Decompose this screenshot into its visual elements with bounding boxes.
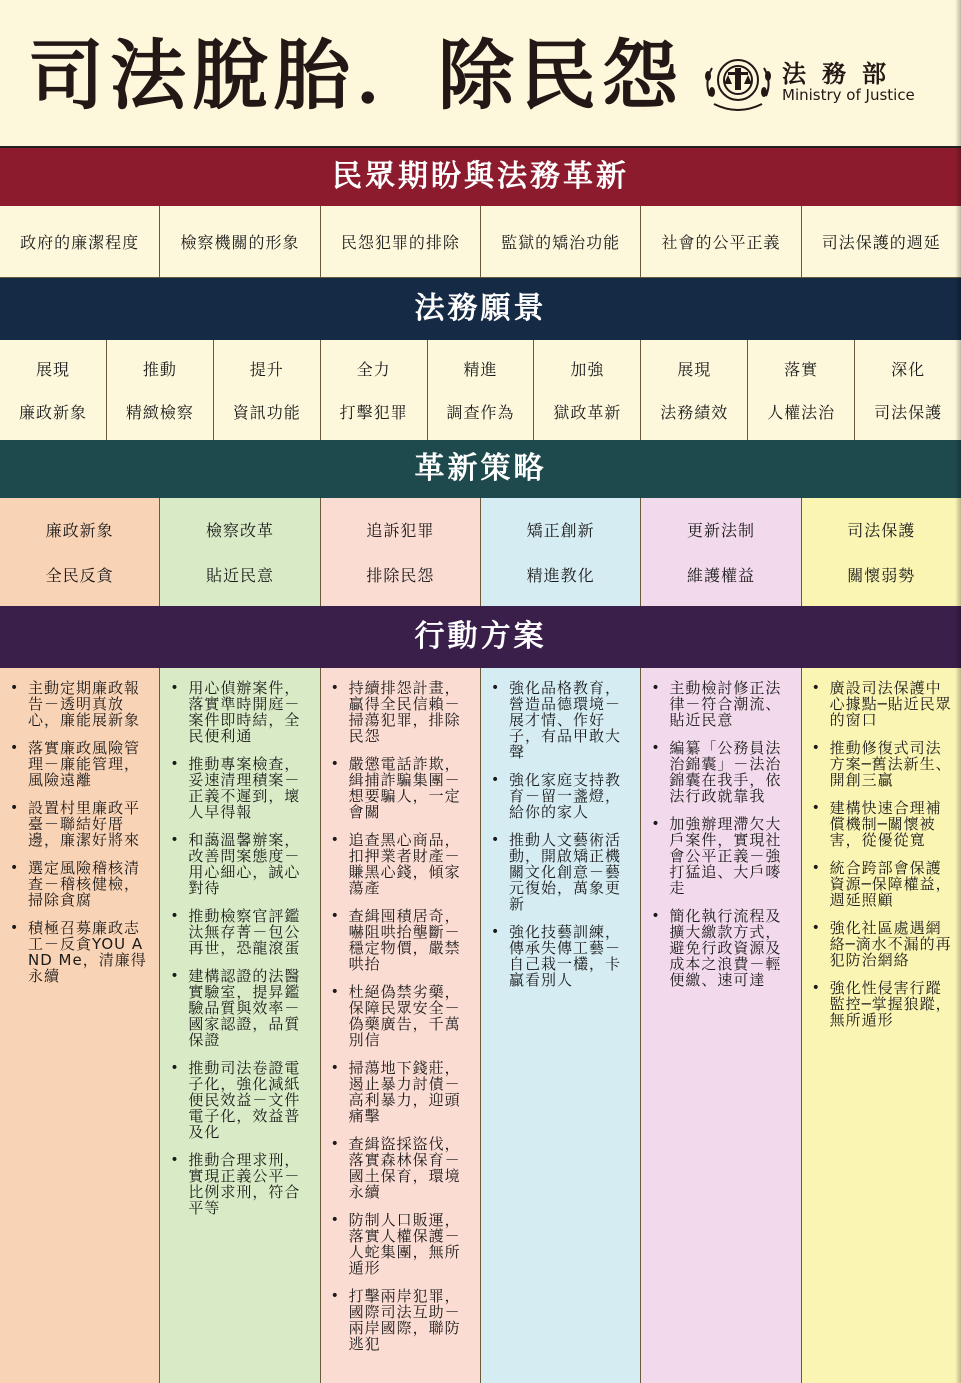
vision-item <box>748 340 855 440</box>
action-item: • 強化社區處遇網絡─滴水不漏的再犯防治網絡 <box>830 920 953 968</box>
action-item: • 推動檢察官評鑑汰無存菁－包公再世，恐龍滾蛋 <box>188 908 311 956</box>
vision-bottom: 精緻檢察 <box>125 403 194 422</box>
vision-top: 全力 <box>356 360 391 379</box>
action-column <box>641 668 801 1383</box>
strategy-bottom: 排除民怨 <box>366 566 435 585</box>
strategy-item <box>802 498 961 606</box>
action-item: • 設置村里廉政平臺－聯結好厝邊，廉潔好將來 <box>28 800 151 848</box>
vision-item <box>321 340 428 440</box>
page-title: 司法脫胎．除民怨 <box>28 31 684 120</box>
section-expectations-heading: 民眾期盼與法務革新 <box>0 148 961 206</box>
action-list <box>489 680 632 988</box>
action-list <box>168 680 311 1216</box>
vision-bottom: 獄政革新 <box>553 403 622 422</box>
action-item: • 強化家庭支持教育－留一盞燈，給你的家人 <box>509 772 632 820</box>
action-item: • 建構快速合理補償機制─關懷被害，從優從寬 <box>830 800 953 848</box>
vision-bottom: 調查作為 <box>446 403 515 422</box>
strategy-item <box>321 498 481 606</box>
vision-top: 推動 <box>142 360 177 379</box>
vision-top: 落實 <box>784 360 819 379</box>
section-action-heading: 行動方案 <box>0 606 961 668</box>
ministry-name-zh: 法務部 <box>782 60 902 88</box>
strategy-bottom: 貼近民意 <box>205 566 274 585</box>
ministry-emblem-icon <box>702 52 774 116</box>
strategy-top: 司法保護 <box>847 521 916 540</box>
ministry-name-en: Ministry of Justice <box>782 86 915 104</box>
action-list <box>329 680 472 1352</box>
action-item: • 強化技藝訓練，傳承失傳工藝－自己栽一欉，卡贏看別人 <box>509 924 632 988</box>
action-item: • 建構認證的法醫實驗室，提昇鑑驗品質與效率－國家認證，品質保證 <box>188 968 311 1048</box>
strategy-bottom: 維護權益 <box>686 566 755 585</box>
strategy-top: 矯正創新 <box>526 521 595 540</box>
vision-item <box>534 340 641 440</box>
expectation-item: 監獄的矯治功能 <box>481 206 641 278</box>
action-item: • 主動定期廉政報告－透明真放心，廉能展新象 <box>28 680 151 728</box>
vision-bottom: 人權法治 <box>767 403 836 422</box>
action-item: • 推動修復式司法方案─舊法新生、開創三贏 <box>830 740 953 788</box>
action-item: • 用心偵辦案件，落實準時開庭－案件即時結，全民便利通 <box>188 680 311 744</box>
section-strategy-heading: 革新策略 <box>0 440 961 498</box>
header <box>0 0 961 148</box>
ministry-logo <box>702 50 942 120</box>
vision-top: 提升 <box>249 360 284 379</box>
action-column <box>160 668 320 1383</box>
strategy-top: 檢察改革 <box>205 521 274 540</box>
action-item: • 積極召募廉政志工－反貪YOU AND Me，清廉得永續 <box>28 920 151 984</box>
action-item: • 選定風險稽核清查－稽核健檢，掃除貪腐 <box>28 860 151 908</box>
action-item: • 主動檢討修正法律－符合潮流、貼近民意 <box>669 680 792 728</box>
vision-top: 加強 <box>570 360 605 379</box>
action-item: • 追查黑心商品，扣押業者財產－賺黑心錢，傾家蕩產 <box>349 832 472 896</box>
vision-item <box>855 340 961 440</box>
page-edge-shadow <box>955 0 961 1383</box>
action-item: • 簡化執行流程及擴大繳款方式，避免行政資源及成本之浪費－輕便繳、速可達 <box>669 908 792 988</box>
action-column <box>802 668 961 1383</box>
vision-top: 精進 <box>463 360 498 379</box>
action-item: • 推動合理求刑，實現正義公平－比例求刑，符合平等 <box>188 1152 311 1216</box>
vision-item <box>107 340 214 440</box>
action-column <box>321 668 481 1383</box>
action-item: • 落實廉政風險管理－廉能管理，風險遠離 <box>28 740 151 788</box>
action-item: • 強化品格教育，營造品德環境－展才情、作好子，有品甲敢大聲 <box>509 680 632 760</box>
action-list <box>649 680 792 988</box>
action-list <box>810 680 953 1028</box>
strategy-item <box>641 498 801 606</box>
expectation-item: 民怨犯罪的排除 <box>321 206 481 278</box>
action-item: • 掃蕩地下錢莊，遏止暴力討債－高利暴力，迎頭痛擊 <box>349 1060 472 1124</box>
action-list <box>8 680 151 984</box>
action-item: • 強化性侵害行蹤監控─掌握狼蹤，無所遁形 <box>830 980 953 1028</box>
vision-item <box>0 340 107 440</box>
vision-row <box>0 340 961 440</box>
action-item: • 防制人口販運，落實人權保護－人蛇集團，無所遁形 <box>349 1212 472 1276</box>
action-item: • 推動司法卷證電子化，強化減紙便民效益－文件電子化，效益普及化 <box>188 1060 311 1140</box>
action-column <box>481 668 641 1383</box>
action-item: • 廣設司法保護中心據點─貼近民眾的窗口 <box>830 680 953 728</box>
vision-bottom: 法務績效 <box>660 403 729 422</box>
action-item: • 嚴懲電話詐欺，緝捕詐騙集團－想要騙人，一定會關 <box>349 756 472 820</box>
vision-bottom: 資訊功能 <box>232 403 301 422</box>
strategy-bottom: 精進教化 <box>526 566 595 585</box>
action-item: • 查緝囤積居奇，嚇阻哄抬壟斷－穩定物價，嚴禁哄抬 <box>349 908 472 972</box>
strategy-row <box>0 498 961 606</box>
strategy-item <box>481 498 641 606</box>
action-column <box>0 668 160 1383</box>
vision-top: 深化 <box>891 360 926 379</box>
vision-bottom: 司法保護 <box>874 403 943 422</box>
action-item: • 和藹溫馨辦案，改善問案態度－用心細心，誠心對待 <box>188 832 311 896</box>
expectation-item: 社會的公平正義 <box>641 206 801 278</box>
vision-item <box>214 340 321 440</box>
action-row <box>0 668 961 1383</box>
strategy-top: 廉政新象 <box>45 521 114 540</box>
strategy-top: 追訴犯罪 <box>366 521 435 540</box>
vision-top: 展現 <box>677 360 712 379</box>
vision-bottom: 打擊犯罪 <box>339 403 408 422</box>
strategy-bottom: 關懷弱勢 <box>847 566 916 585</box>
action-item: • 打擊兩岸犯罪，國際司法互助－兩岸國際，聯防逃犯 <box>349 1288 472 1352</box>
strategy-item <box>160 498 320 606</box>
action-item: • 統合跨部會保護資源─保障權益，週延照顧 <box>830 860 953 908</box>
expectation-item: 司法保護的週延 <box>802 206 961 278</box>
action-item: • 編纂「公務員法治錦囊」－法治錦囊在我手，依法行政就靠我 <box>669 740 792 804</box>
vision-item <box>428 340 535 440</box>
expectations-row <box>0 206 961 278</box>
action-item: • 加強辦理滯欠大戶案件，實現社會公平正義－強打猛追、大戶嘜走 <box>669 816 792 896</box>
strategy-item <box>0 498 160 606</box>
action-item: • 持續排怨計畫，贏得全民信賴－掃蕩犯罪，排除民怨 <box>349 680 472 744</box>
expectation-item: 政府的廉潔程度 <box>0 206 160 278</box>
expectation-item: 檢察機關的形象 <box>160 206 320 278</box>
action-item: • 杜絕偽禁劣藥，保障民眾安全－偽藥廣告，千萬別信 <box>349 984 472 1048</box>
vision-top: 展現 <box>35 360 70 379</box>
strategy-bottom: 全民反貪 <box>45 566 114 585</box>
action-item: • 查緝盜採盜伐，落實森林保育－國土保育，環境永續 <box>349 1136 472 1200</box>
action-item: • 推動人文藝術活動，開啟矯正機關文化創意－藝元復始，萬象更新 <box>509 832 632 912</box>
strategy-top: 更新法制 <box>686 521 755 540</box>
vision-bottom: 廉政新象 <box>18 403 87 422</box>
action-item: • 推動專案檢查，妥速清理積案－正義不遲到，壞人早得報 <box>188 756 311 820</box>
section-vision-heading: 法務願景 <box>0 278 961 340</box>
vision-item <box>641 340 748 440</box>
